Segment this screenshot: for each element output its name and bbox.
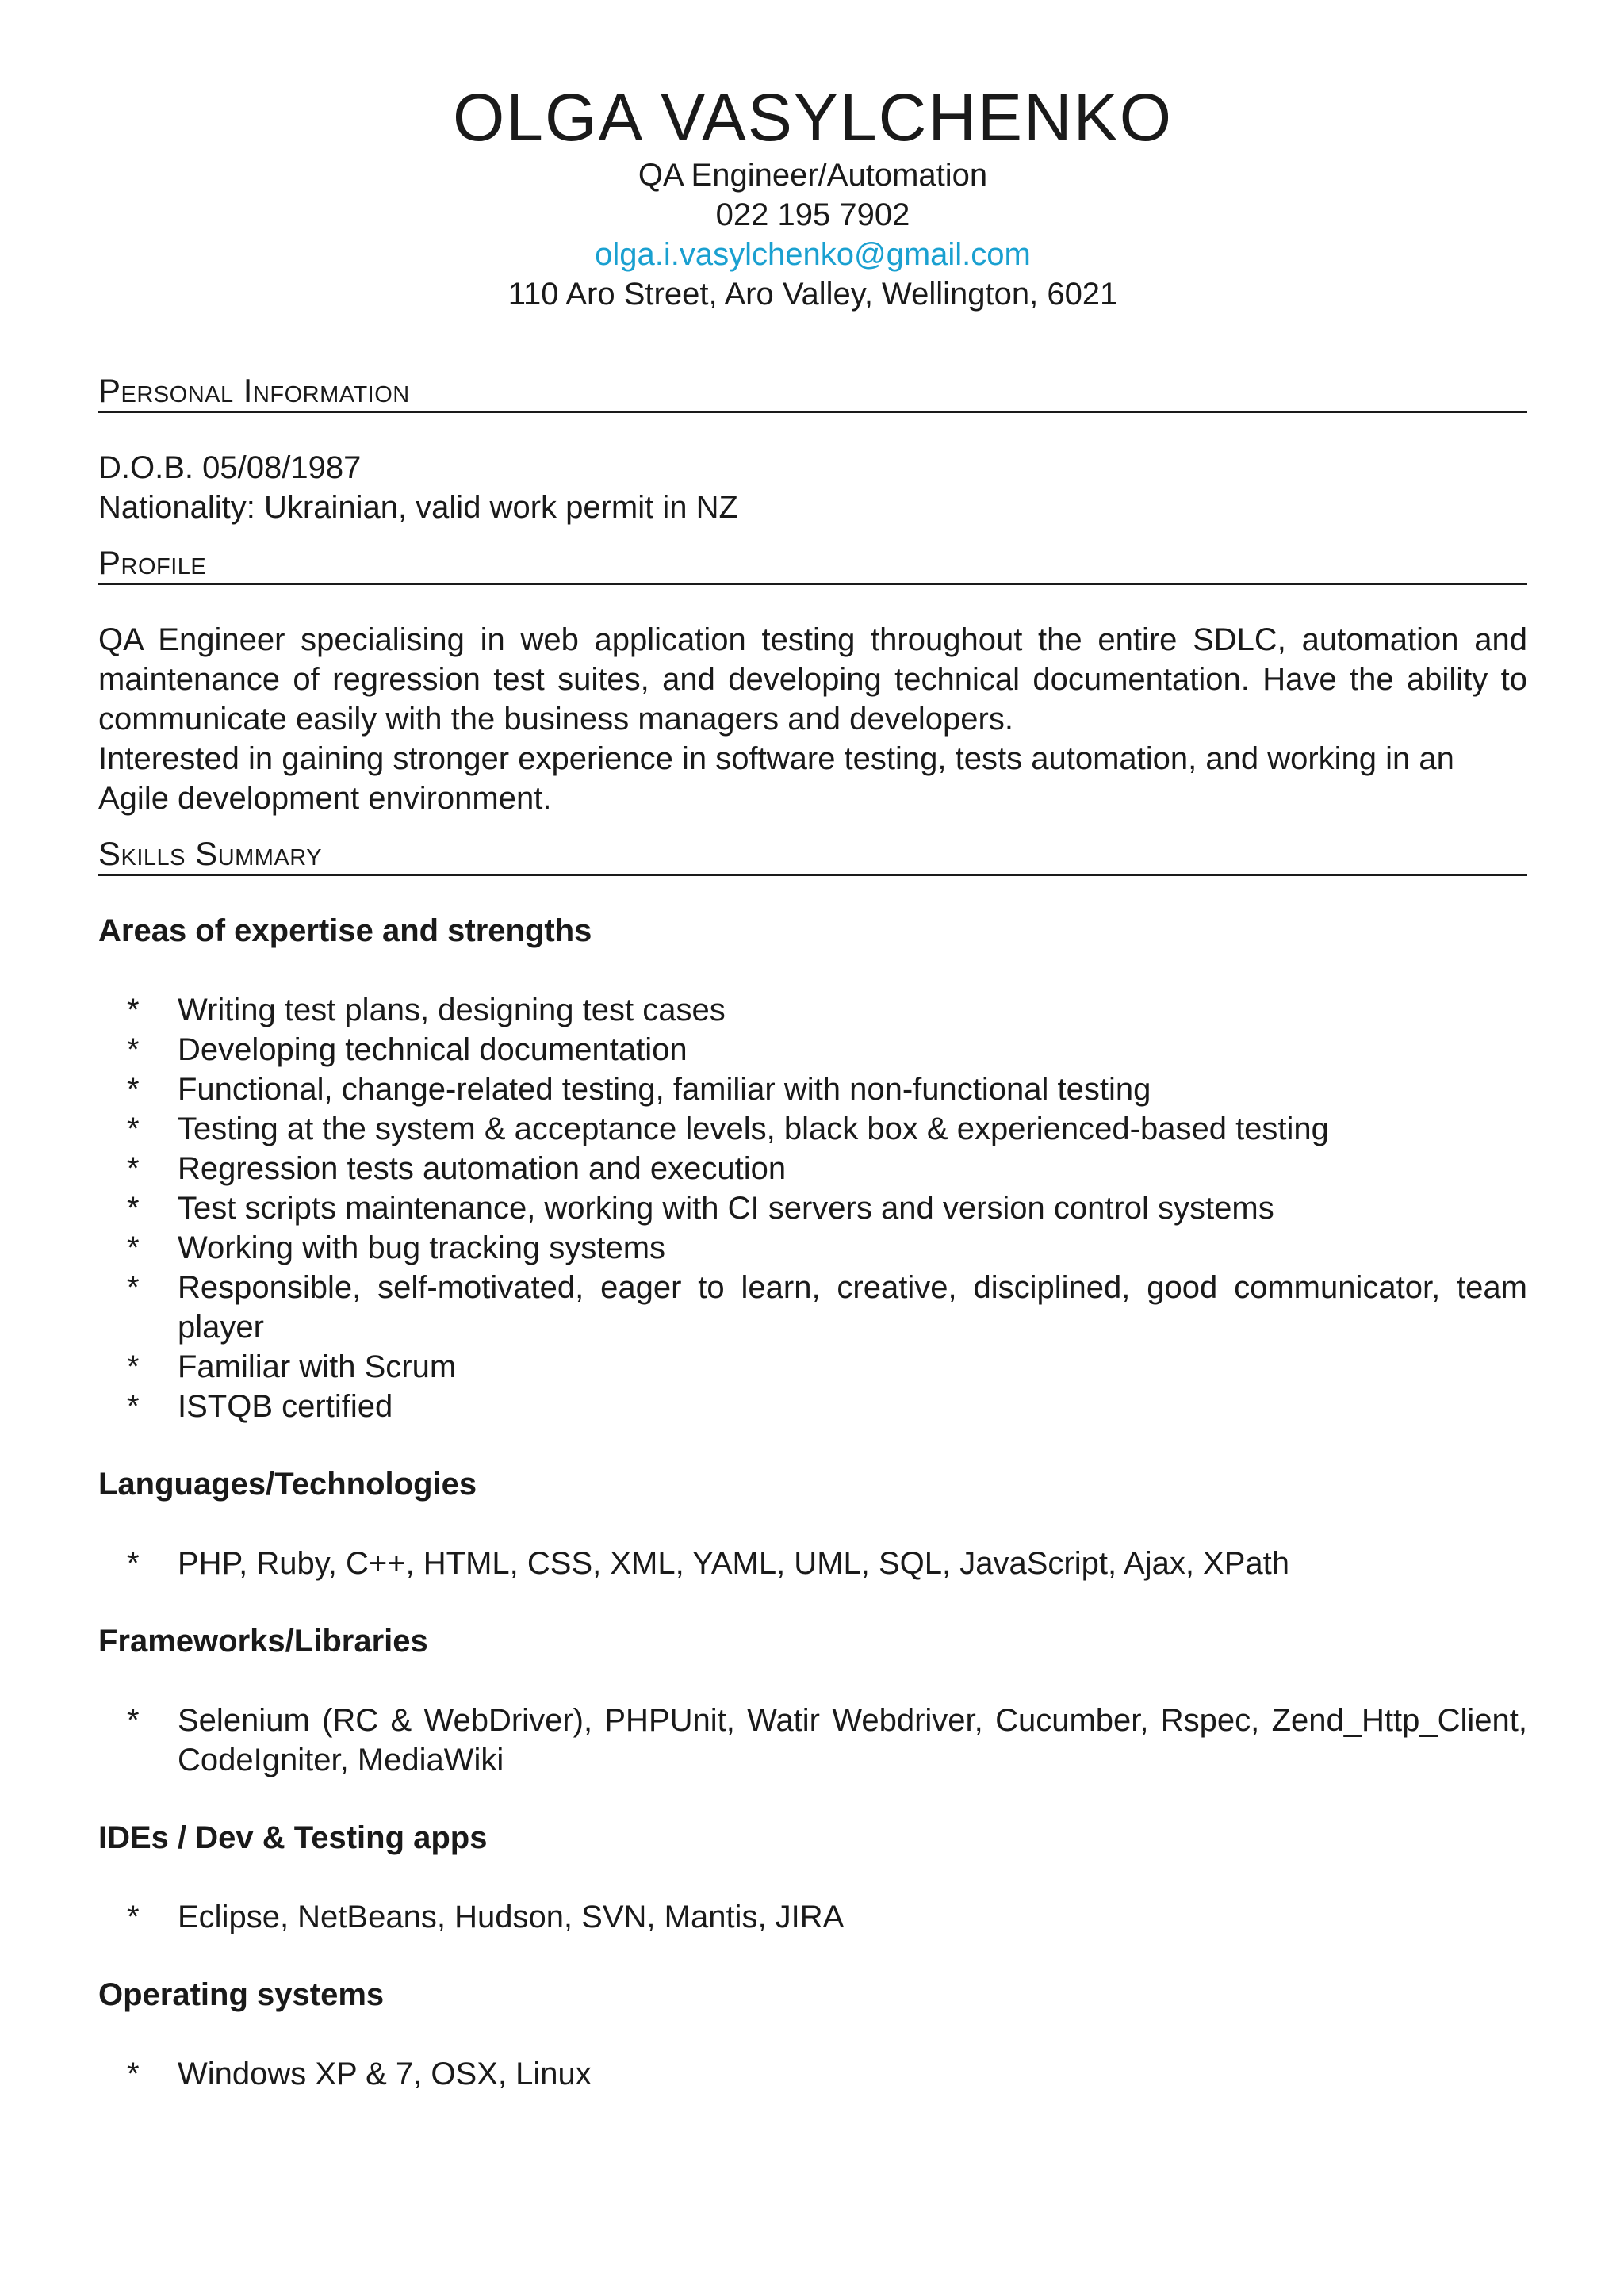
phone-number: 022 195 7902 bbox=[715, 197, 910, 232]
list-item: * ISTQB certified bbox=[98, 1387, 1527, 1426]
areas-of-expertise-heading: Areas of expertise and strengths bbox=[98, 913, 592, 948]
bullet-star-icon: * bbox=[127, 1151, 140, 1186]
list-item: * Writing test plans, designing test cases bbox=[98, 990, 1527, 1030]
ides-testing-apps-heading: IDEs / Dev & Testing apps bbox=[98, 1820, 488, 1855]
email-link[interactable]: olga.i.vasylchenko@gmail.com bbox=[595, 237, 1031, 272]
areas-of-expertise-list bbox=[98, 990, 1527, 1426]
list-item: * Responsible, self-motivated, eager to learn, creative, disciplined, good communicator, team player bbox=[98, 1268, 1527, 1347]
list-item: * Eclipse, NetBeans, Hudson, SVN, Mantis, JIRA bbox=[98, 1897, 1527, 1937]
bullet-star-icon: * bbox=[127, 1389, 140, 1424]
profile-paragraph-2: Interested in gaining stronger experience in software testing, tests automation, and working in an Agile development environment. bbox=[98, 741, 1454, 816]
bullet-star-icon: * bbox=[127, 1191, 140, 1226]
bullet-star-icon: * bbox=[127, 1112, 140, 1146]
profile-section bbox=[98, 620, 1527, 818]
bullet-star-icon: * bbox=[127, 993, 140, 1027]
personal-information-heading: Personal Information bbox=[98, 371, 1527, 413]
job-title: QA Engineer/Automation bbox=[638, 158, 988, 193]
languages-technologies-heading: Languages/Technologies bbox=[98, 1467, 477, 1502]
address: 110 Aro Street, Aro Valley, Wellington, 6021 bbox=[508, 277, 1118, 312]
list-item: * Selenium (RC & WebDriver), PHPUnit, Watir Webdriver, Cucumber, Rspec, Zend_Http_Client, CodeIgniter, MediaWiki bbox=[98, 1701, 1527, 1780]
frameworks-libraries-list bbox=[98, 1701, 1527, 1780]
list-item: * Test scripts maintenance, working with CI servers and version control systems bbox=[98, 1188, 1527, 1228]
list-item: * Familiar with Scrum bbox=[98, 1347, 1527, 1387]
resume-page bbox=[98, 0, 1527, 2094]
resume-header bbox=[98, 0, 1527, 314]
list-item: * Working with bug tracking systems bbox=[98, 1228, 1527, 1268]
bullet-star-icon: * bbox=[127, 1032, 140, 1067]
operating-systems-list bbox=[98, 2054, 1527, 2094]
bullet-star-icon: * bbox=[127, 1349, 140, 1384]
profile-heading: Profile bbox=[98, 543, 1527, 585]
bullet-star-icon: * bbox=[127, 1900, 140, 1934]
email-line bbox=[98, 235, 1527, 274]
operating-systems-heading: Operating systems bbox=[98, 1977, 385, 2012]
list-item: * Regression tests automation and execution bbox=[98, 1149, 1527, 1188]
ides-testing-apps-list bbox=[98, 1897, 1527, 1937]
skills-os-group bbox=[98, 1975, 1527, 2094]
bullet-star-icon: * bbox=[127, 1546, 140, 1581]
personal-information-section bbox=[98, 448, 1527, 527]
list-item: * PHP, Ruby, C++, HTML, CSS, XML, YAML, UML, SQL, JavaScript, Ajax, XPath bbox=[98, 1544, 1527, 1583]
skills-ides-group bbox=[98, 1818, 1527, 1937]
bullet-star-icon: * bbox=[127, 1230, 140, 1265]
list-item: * Developing technical documentation bbox=[98, 1030, 1527, 1070]
frameworks-libraries-heading: Frameworks/Libraries bbox=[98, 1624, 428, 1659]
languages-technologies-list bbox=[98, 1544, 1527, 1583]
candidate-name: OLGA VASYLCHENKO bbox=[452, 80, 1174, 155]
skills-areas-group bbox=[98, 911, 1527, 1426]
bullet-star-icon: * bbox=[127, 1703, 140, 1738]
bullet-star-icon: * bbox=[127, 2057, 140, 2091]
date-of-birth: D.O.B. 05/08/1987 bbox=[98, 450, 362, 485]
bullet-star-icon: * bbox=[127, 1270, 140, 1305]
nationality: Nationality: Ukrainian, valid work permit in NZ bbox=[98, 490, 738, 525]
skills-frameworks-group bbox=[98, 1621, 1527, 1780]
bullet-star-icon: * bbox=[127, 1072, 140, 1107]
list-item: * Windows XP & 7, OSX, Linux bbox=[98, 2054, 1527, 2094]
profile-paragraph-1: QA Engineer specialising in web application testing throughout the entire SDLC, automation and maintenance of regression test suites, and developing technical documentation. Have the ability to communicate easily with the business managers and developers. bbox=[98, 622, 1527, 737]
skills-languages-group bbox=[98, 1464, 1527, 1583]
skills-summary-heading: Skills Summary bbox=[98, 834, 1527, 876]
list-item: * Functional, change-related testing, familiar with non-functional testing bbox=[98, 1070, 1527, 1109]
list-item: * Testing at the system & acceptance levels, black box & experienced-based testing bbox=[98, 1109, 1527, 1149]
